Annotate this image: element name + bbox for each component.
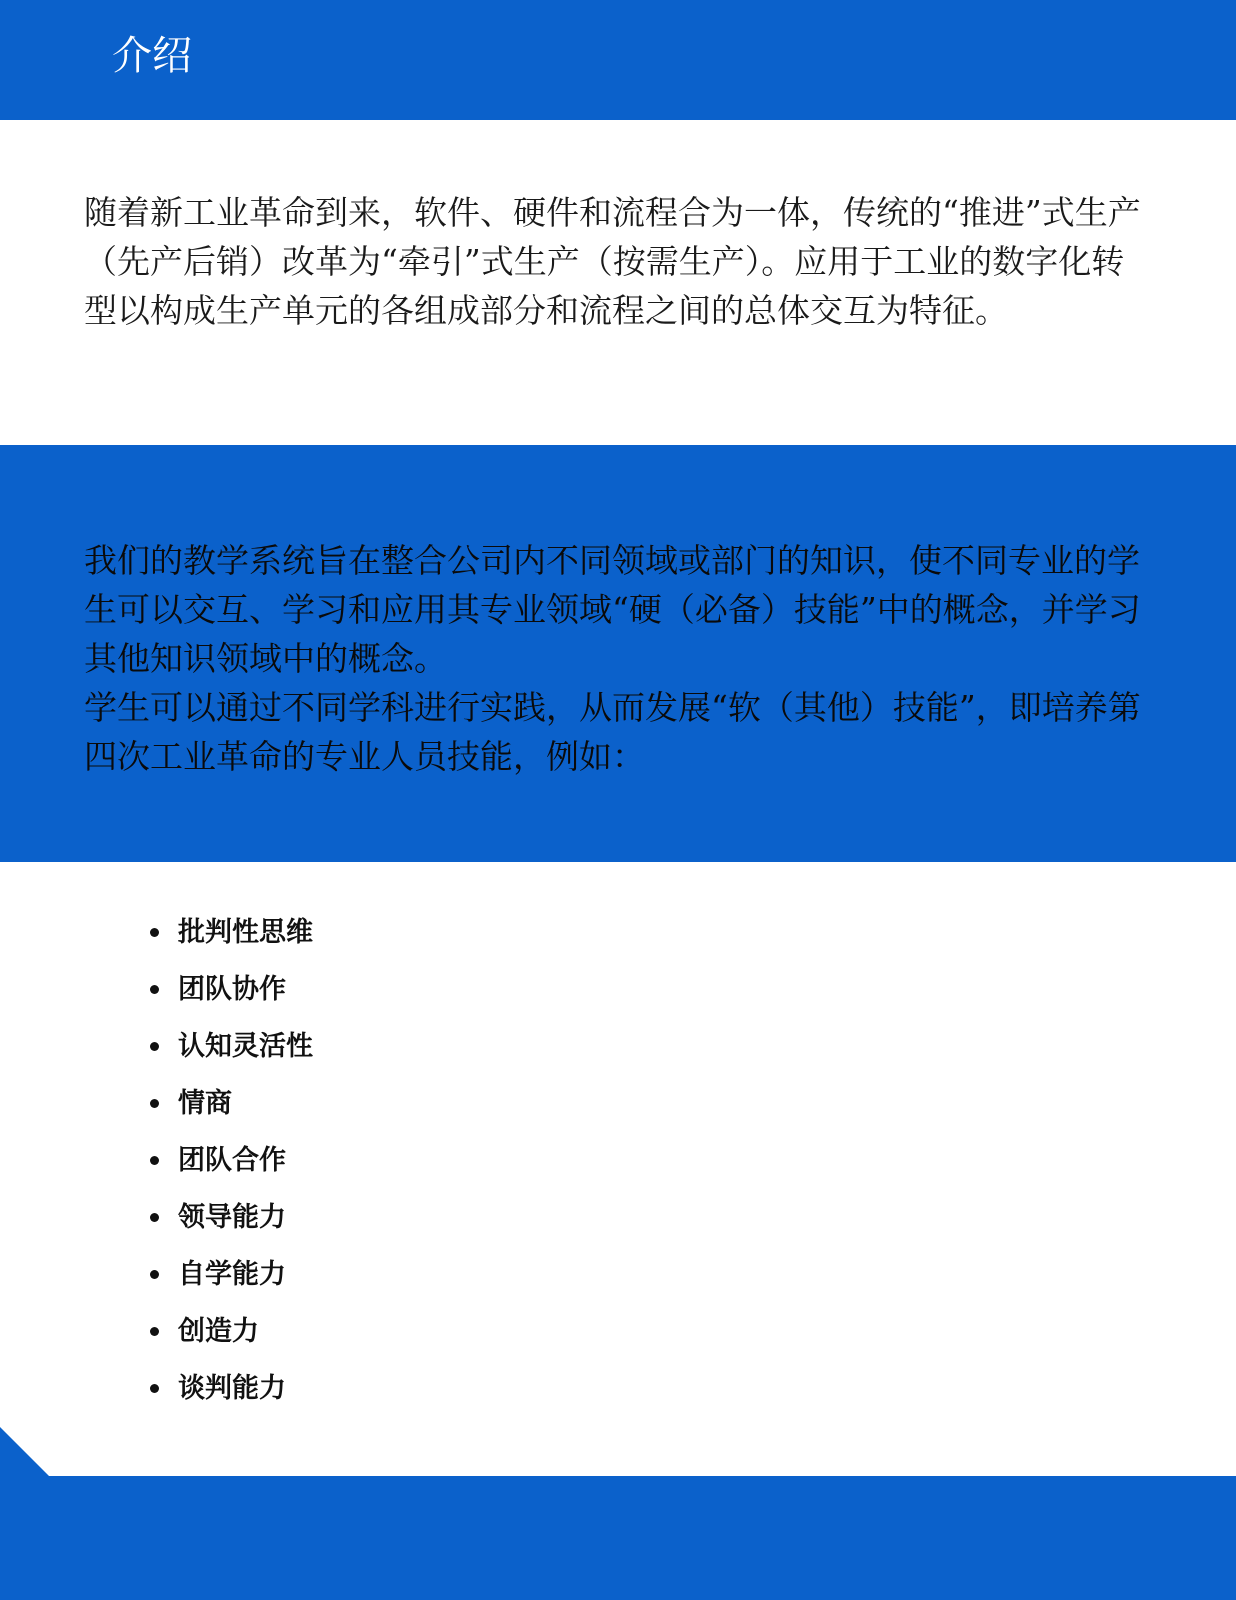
band-text [84,536,1144,781]
list-item: 情商 [148,1075,313,1132]
list-item: 团队协作 [148,961,313,1018]
list-item: 团队合作 [148,1132,313,1189]
list-item: 领导能力 [148,1189,313,1246]
footer-bar [0,1476,1236,1600]
band-paragraph-2: 学生可以通过不同学科进行实践，从而发展“软（其他）技能”，即培养第四次工业革命的专业人员技能，例如： [84,688,1141,776]
list-item: 自学能力 [148,1246,313,1303]
list-item: 创造力 [148,1303,313,1360]
header-bar [0,0,1236,120]
band-paragraph-1: 我们的教学系统旨在整合公司内不同领域或部门的知识，使不同专业的学生可以交互、学习和应用其专业领域“硬（必备）技能”中的概念，并学习其他知识领域中的概念。 [84,541,1141,678]
list-item: 批判性思维 [148,904,313,961]
intro-paragraph: 随着新工业革命到来，软件、硬件和流程合为一体，传统的“推进”式生产（先产后销）改革为“牵引”式生产（按需生产）。应用于工业的数字化转型以构成生产单元的各组成部分和流程之间的总体交互为特征。 [84,193,1141,330]
corner-decoration [0,1427,50,1477]
list-item: 认知灵活性 [148,1018,313,1075]
page-title: 介绍 [112,33,192,79]
list-item: 谈判能力 [148,1360,313,1417]
skills-list [148,904,313,1417]
